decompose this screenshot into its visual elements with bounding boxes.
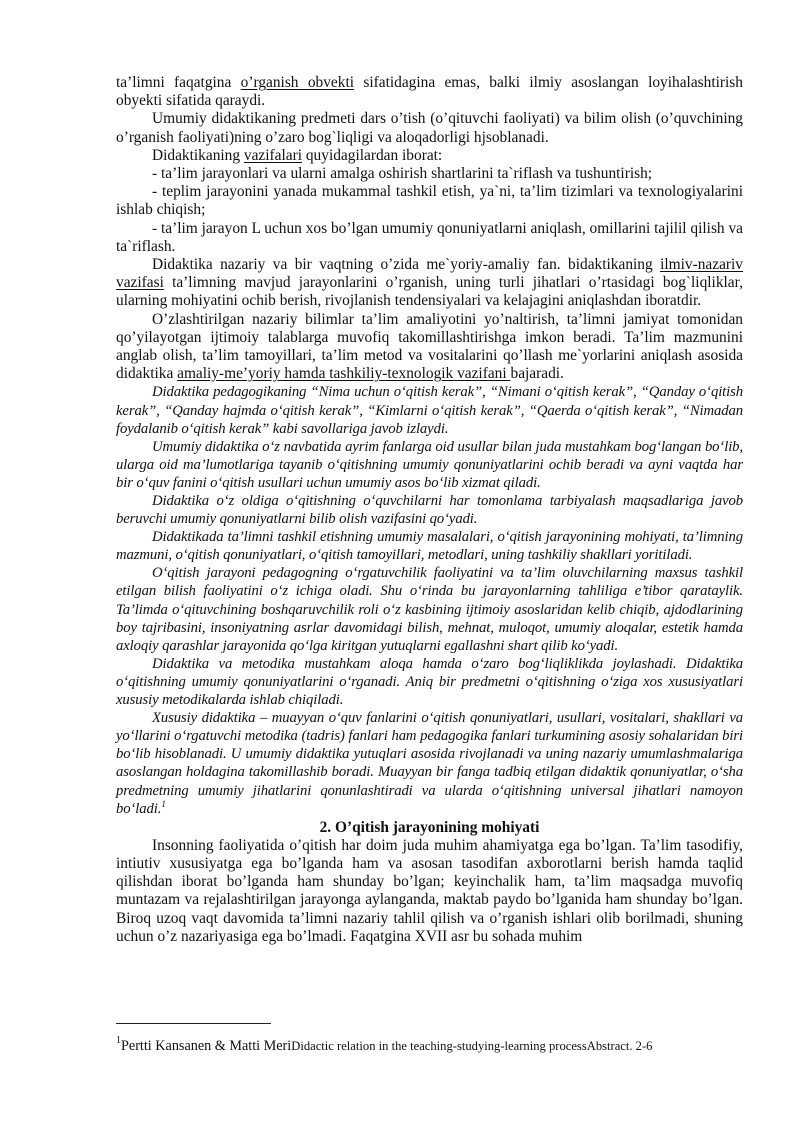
section-heading: 2. O’qitish jarayonining mohiyati (319, 818, 540, 836)
paragraph: ta’limni faqatgina o’rganish obvekti sifatidagina emas, balki ilmiy asoslangan loyihalashtirish obyekti sifatida qaraydi. (116, 74, 743, 110)
underlined-term: amaliy-me’yoriy hamda tashkiliy-texnologik vazifani (177, 365, 511, 383)
italic-paragraph: Didaktika va metodika mustahkam aloqa hamda o‘zaro bog‘liqliklikda joylashadi. Didaktika o‘qitishning umumiy qonuniyatlarini o‘rganadi. Aniq bir predmetni o‘qitishning o‘ziga xos xususiyatlari xususiy metodikalarda ishlab chiqiladi. (116, 655, 743, 709)
paragraph: O’zlashtirilgan nazariy bilimlar ta’lim amaliyotini yo’naltirish, ta’limni jamiyat tomonidan qo’yilayotgan ijtimoiy talablarga muvofiq takomillashtirishga imkon beradi. Ta’lim mazmunini anglab olish, ta’lim tamoyillari, ta’lim metod va vositalarini qo’llash me`yorlarini aniqlash asosida didaktika amaliy-me’yoriy hamda tashkiliy-texnologik vazifani bajaradi. (116, 310, 743, 383)
italic-paragraph: Didaktika pedagogikaning “Nima uchun o‘qitish kerak”, “Nimani o‘qitish kerak”, “Qanday o‘qitish kerak”, “Qanday hajmda o‘qitish kerak”, “Kimlarni o‘qitish kerak”, “Qaerda o‘qitish kerak”, “Nimadan foydalanib o‘qitish kerak” kabi savollariga javob izlaydi. (116, 384, 743, 437)
italic-paragraph: Xususiy didaktika – muayyan o‘quv fanlarini o‘qitish qonuniyatlari, usullari, vositalari, shakllari va yo‘llarini o‘rgatuvchi metodika (tadris) fanlari ham pedagogika fanlari turkumining asosiy sohalaridan biri bo‘lib hisoblanadi. U umumiy didaktika yutuqlari asosida rivojlanadi va uning nazariy umumlashmalariga asoslangan holdagina takomillashib boradi. Muayyan bir fanga tadbiq etilgan didaktik qonuniyatlar, o‘sha predmetning umumiy jihatlarini qonunlashtiradi va ularda o‘qitishning universal jihatlari namoyon bo‘ladi.$^1$ (116, 710, 743, 817)
footnote-authors: Pertti Kansanen & Matti Meri (121, 1038, 292, 1054)
footnote-divider (116, 1023, 271, 1024)
list-item: - ta’lim jarayonlari va ularni amalga oshirish shartlarini ta`riflash va tushuntirish; (152, 165, 653, 183)
list-item: - ta’lim jarayon L uchun xos bo’lgan umumiy qonuniyatlarni aniqlash, omillarini tajilil qilish va ta`riflash. (116, 219, 744, 255)
paragraph: Didaktika nazariy va bir vaqtning o’zida me`yoriy-amaliy fan. bidaktikaning ilmiv-nazariv vazifasi ta’limning mavjud jarayonlarini o’rganish, uning turli jihatlari o’rtasidagi bog`liqliklar, ularning mohiyatini ochib berish, rivojlanish tendensiyalari va kelajagini aniqlashdan iboratdir. (116, 256, 743, 310)
footnote-number: 1 (116, 1035, 121, 1046)
paragraph: Didaktikaning vazifalari quyidagilardan iborat: (152, 146, 443, 164)
footnote-ref[interactable]: 1 (161, 798, 166, 809)
document-page (116, 74, 743, 946)
paragraph: Umumiy didaktikaning predmeti dars o’tish (o’qituvchi faoliyati) va bilim olish (o’quvchining o’rganish faoliyati)ning o’zaro bog`liqligi va aloqadorligi hjsoblanadi. (116, 110, 743, 146)
italic-paragraph: Didaktika o‘z oldiga o‘qitishning o‘quvchilarni har tomonlama tarbiyalash maqsadlariga javob beruvchi umumiy qonuniyatlarni bilib olish vazifasini qo‘yadi. (116, 493, 743, 528)
underlined-term: o’rganish obvekti (240, 74, 355, 91)
footnote-title: Didactic relation in the teaching-studying-learning processAbstract. 2-6 (291, 1039, 653, 1053)
footnote (116, 1032, 756, 1055)
list-item: - teplim jarayonini yanada mukammal tashkil etish, ya`ni, ta’lim tizimlari va texnologiyalarini ishlab chiqish; (116, 183, 743, 219)
italic-paragraph: Didaktikada ta’limni tashkil etishning umumiy masalalari, o‘qitish jarayonining mohiyati, ta’limning mazmuni, o‘qitish qonuniyatlari, o‘qitish tamoyillari, metodlari, uning tashkiliy shakllari yoritiladi. (116, 529, 743, 564)
paragraph: Insonning faoliyatida o’qitish har doim juda muhim ahamiyatga ega bo’lgan. Ta’lim tasodifiy, intiutiv xususiyatga ega bo’lganda ham va asosan tasodifan axborotlarni berish hamda taqlid qilishdan iborat bo’lganda ham shunday bo’lgan; keyinchalik ham, ta’lim maqsadga muvofiq muntazam va rejalashtirilgan jarayonga aylanganda, maktab paydo bo’lganida ham shunday bo’lgan. Biroq uzoq vaqt davomida ta’limni nazariy tahlil qilish va o’rganish ishlari olib borilmadi, shuning uchun o’z nazariyasiga ega bo’lmadi. Faqatgina XVII asr bu sohada muhim (116, 836, 743, 945)
italic-paragraph: Umumiy didaktika o‘z navbatida ayrim fanlarga oid usullar bilan juda mustahkam bog‘langan bo‘lib, ularga oid ma’lumotlariga tayanib o‘qitishning umumiy qonuniyatlarini ochib beradi va ayni vaqtda har bir o‘quv fanini o‘qitish usullari uchun umumiy asos bo‘lib xizmat qiladi. (116, 438, 743, 491)
italic-paragraph: O‘qitish jarayoni pedagogning o‘rgatuvchilik faoliyatini va ta’lim oluvchilarning maxsus tashkil etilgan bilish faoliyatini o‘z ichiga oladi. Shu o‘rinda bu jarayonlarning tahliliga e’tibor qarataylik. Ta’limda o‘qituvchining boshqaruvchilik roli o‘z kasbining ijtimoiy asoslaridan kelib chiqib, ajdodlarining boy tajribasini, insoniyatning asrlar davomidagi bilish, mehnat, muloqot, umumiy aloqalar, estetik hamda axloqiy qarashlar jarayonida qo‘lga kiritgan yutuqlarni egallashni shart qilib ko‘yadi. (116, 565, 743, 654)
underlined-term: ilmiv-nazariv vazifasi (116, 256, 743, 292)
underlined-term: vazifalari (243, 146, 303, 164)
